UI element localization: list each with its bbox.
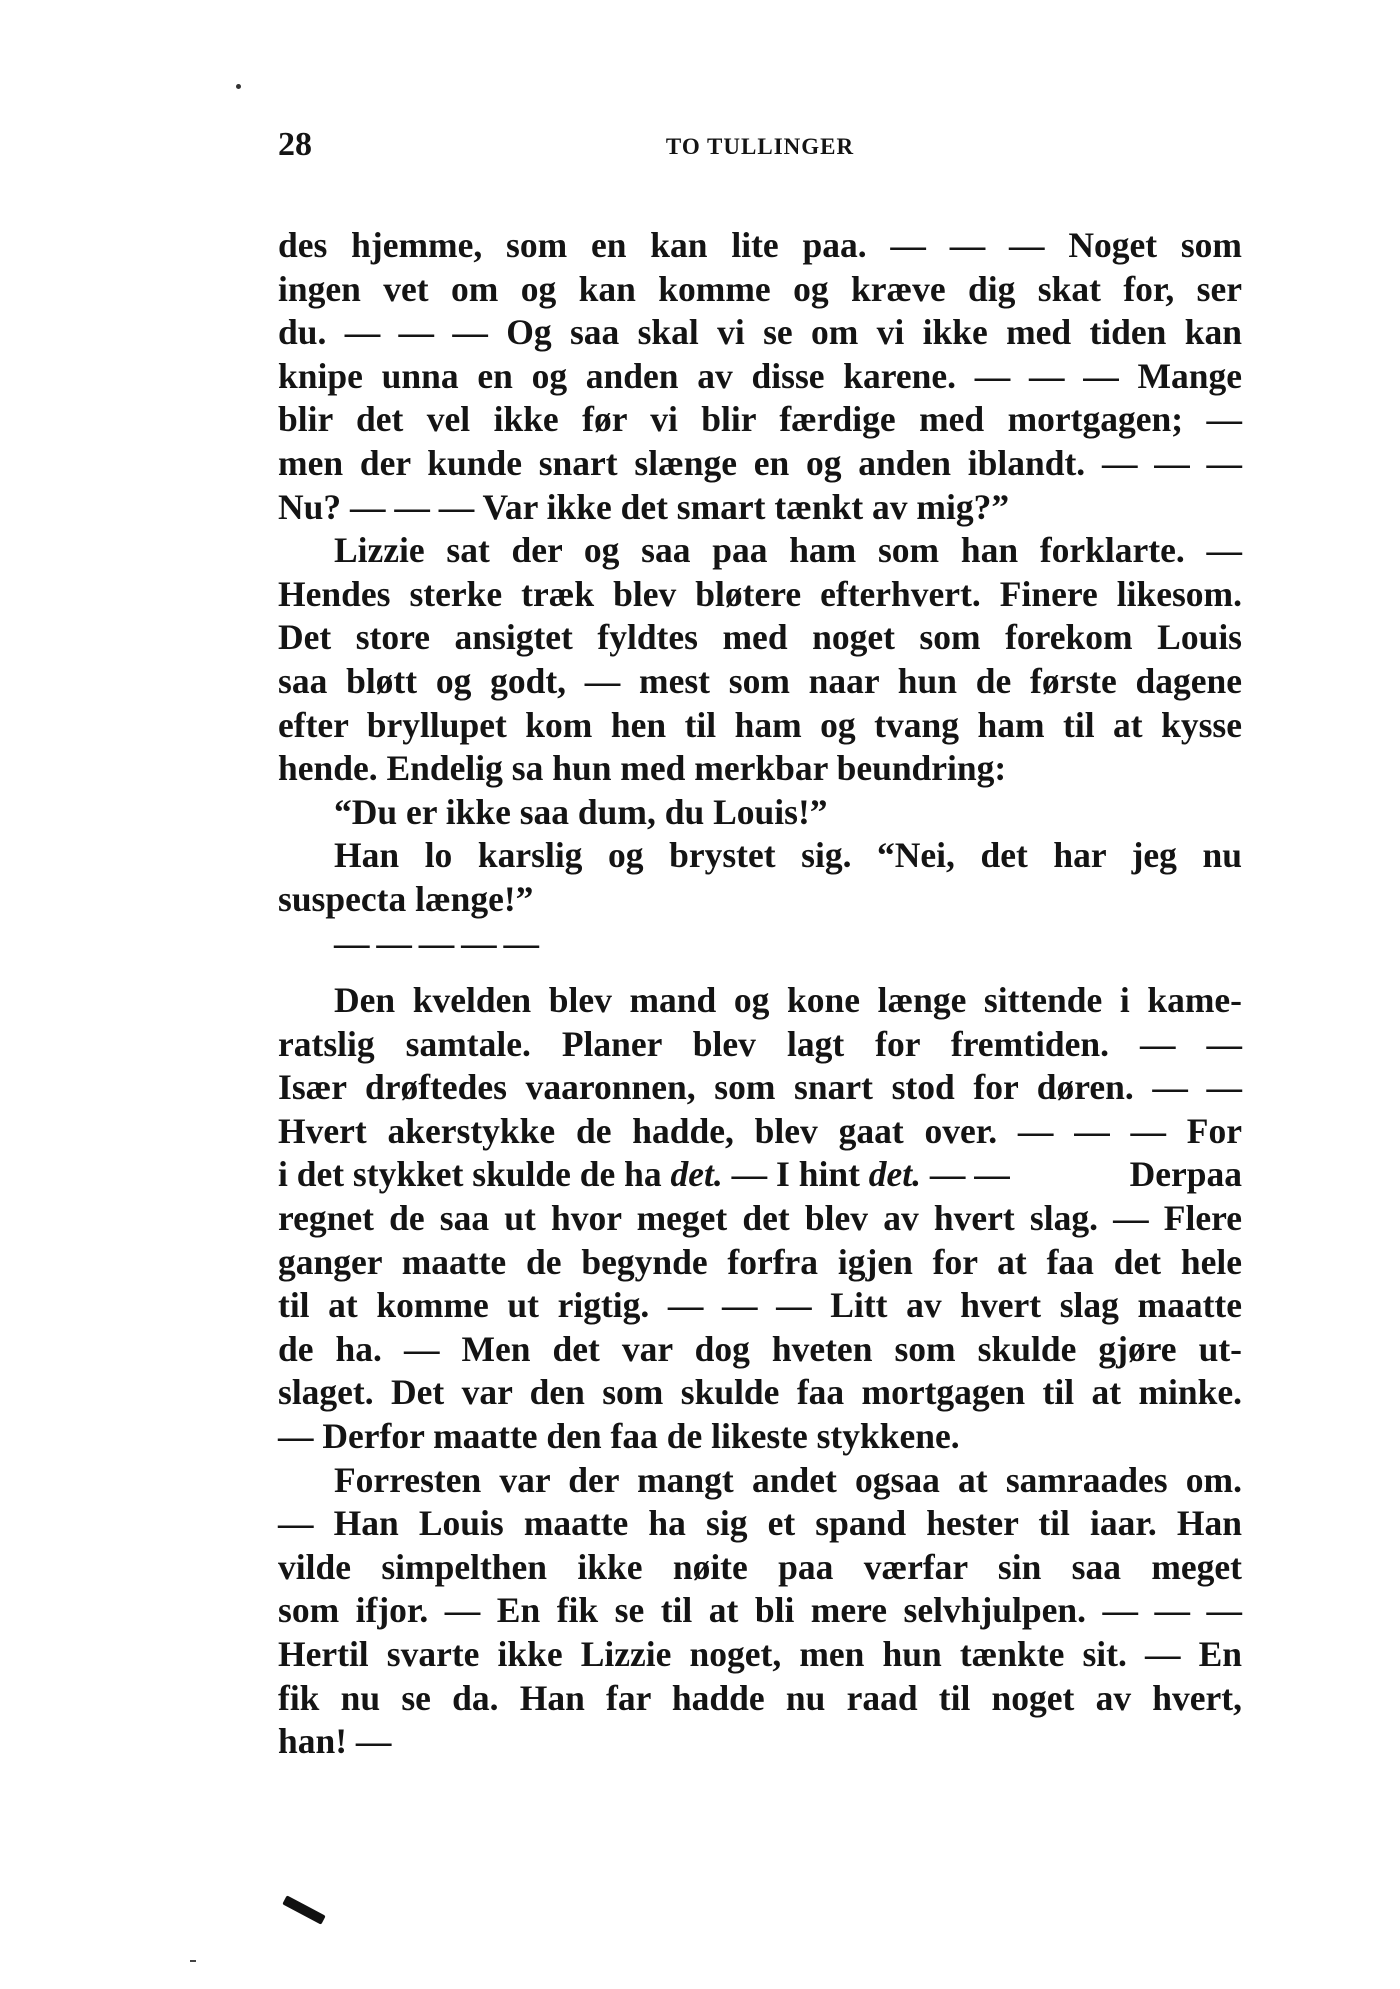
- text-line: Det store ansigtet fyldtes med noget som forekom Louis: [278, 617, 1242, 658]
- text-segment: — —: [921, 1154, 1010, 1195]
- text-line: saa bløtt og godt, — mest som naar hun de første dagene: [278, 660, 1242, 701]
- text-line: blir det vel ikke før vi blir færdige med mortgagen; —: [278, 399, 1242, 440]
- text-line: fik nu se da. Han far hadde nu raad til noget av hvert,: [278, 1677, 1242, 1718]
- text-line: ganger maatte de begynde forfra igjen for at faa det hele: [278, 1241, 1242, 1282]
- italic-word: det.: [868, 1154, 922, 1195]
- text-line: de ha. — Men det var dog hveten som skulde gjøre ut-: [278, 1328, 1242, 1369]
- section-divider: — — — — —: [334, 922, 538, 963]
- text-line: ingen vet om og kan komme og kræve dig skat for, ser: [278, 268, 1242, 309]
- body-text: [278, 224, 1242, 1764]
- text-line: “Du er ikke saa dum, du Louis!”: [334, 791, 828, 832]
- text-line: ratslig samtale. Planer blev lagt for fremtiden. — —: [278, 1023, 1242, 1064]
- text-line: regnet de saa ut hvor meget det blev av hvert slag. — Flere: [278, 1198, 1242, 1239]
- text-line-part: [278, 1153, 1010, 1197]
- text-line: Lizzie sat der og saa paa ham som han forklarte. —: [334, 530, 1242, 571]
- text-line: til at komme ut rigtig. — — — Litt av hvert slag maatte: [278, 1285, 1242, 1326]
- text-line: knipe unna en og anden av disse karene. — — — Mange: [278, 355, 1242, 396]
- text-line: — Derfor maatte den faa de likeste stykkene.: [278, 1416, 960, 1457]
- text-line: Den kvelden blev mand og kone længe sittende i kame-: [334, 980, 1242, 1021]
- text-line: hende. Endelig sa hun med merkbar beundring:: [278, 748, 1007, 789]
- text-line: Han lo karslig og brystet sig. “Nei, det har jeg nu: [334, 835, 1242, 876]
- text-segment: — I hint: [722, 1154, 869, 1195]
- text-line: efter bryllupet kom hen til ham og tvang ham til at kysse: [278, 704, 1242, 745]
- text-line: des hjemme, som en kan lite paa. — — — Noget som: [278, 225, 1242, 265]
- text-line: du. — — — Og saa skal vi se om vi ikke med tiden kan: [278, 312, 1242, 353]
- text-segment: i det stykket skulde de ha: [278, 1154, 671, 1195]
- text-line: Nu? — — — Var ikke det smart tænkt av mig?”: [278, 486, 1010, 527]
- ink-smudge-mark: [282, 1895, 326, 1924]
- text-line: Især drøftedes vaaronnen, som snart stod for døren. — —: [278, 1067, 1242, 1108]
- section-gap: [278, 965, 1242, 979]
- text-line: men der kunde snart slænge en og anden iblandt. — — —: [278, 442, 1242, 483]
- text-line: Hendes sterke træk blev bløtere efterhvert. Finere likesom.: [278, 573, 1242, 614]
- text-line: Hvert akerstykke de hadde, blev gaat over. — — — For: [278, 1110, 1242, 1151]
- page-number: 28: [278, 126, 312, 163]
- text-line: vilde simpelthen ikke nøite paa værfar sin saa meget: [278, 1546, 1242, 1587]
- speck-mark: [190, 1960, 196, 1962]
- text-line: Hertil svarte ikke Lizzie noget, men hun tænkte sit. — En: [278, 1634, 1242, 1674]
- running-title: TO TULLINGER: [665, 134, 855, 159]
- italic-word: det.: [670, 1154, 723, 1195]
- text-line-part: Derpaa: [1129, 1154, 1242, 1195]
- text-line: som ifjor. — En fik se til at bli mere selvhjulpen. — — —: [278, 1590, 1242, 1631]
- text-line: han! —: [278, 1721, 392, 1762]
- text-line-italic-mix: [278, 1153, 1242, 1197]
- text-line: Forresten var der mangt andet ogsaa at samraades om.: [334, 1459, 1242, 1500]
- text-line: — Han Louis maatte ha sig et spand hester til iaar. Han: [278, 1503, 1242, 1544]
- page-header: [278, 126, 1242, 170]
- text-line: slaget. Det var den som skulde faa mortgagen til at minke.: [278, 1372, 1242, 1413]
- text-line: suspecta længe!”: [278, 878, 534, 919]
- speck-mark: [236, 84, 241, 89]
